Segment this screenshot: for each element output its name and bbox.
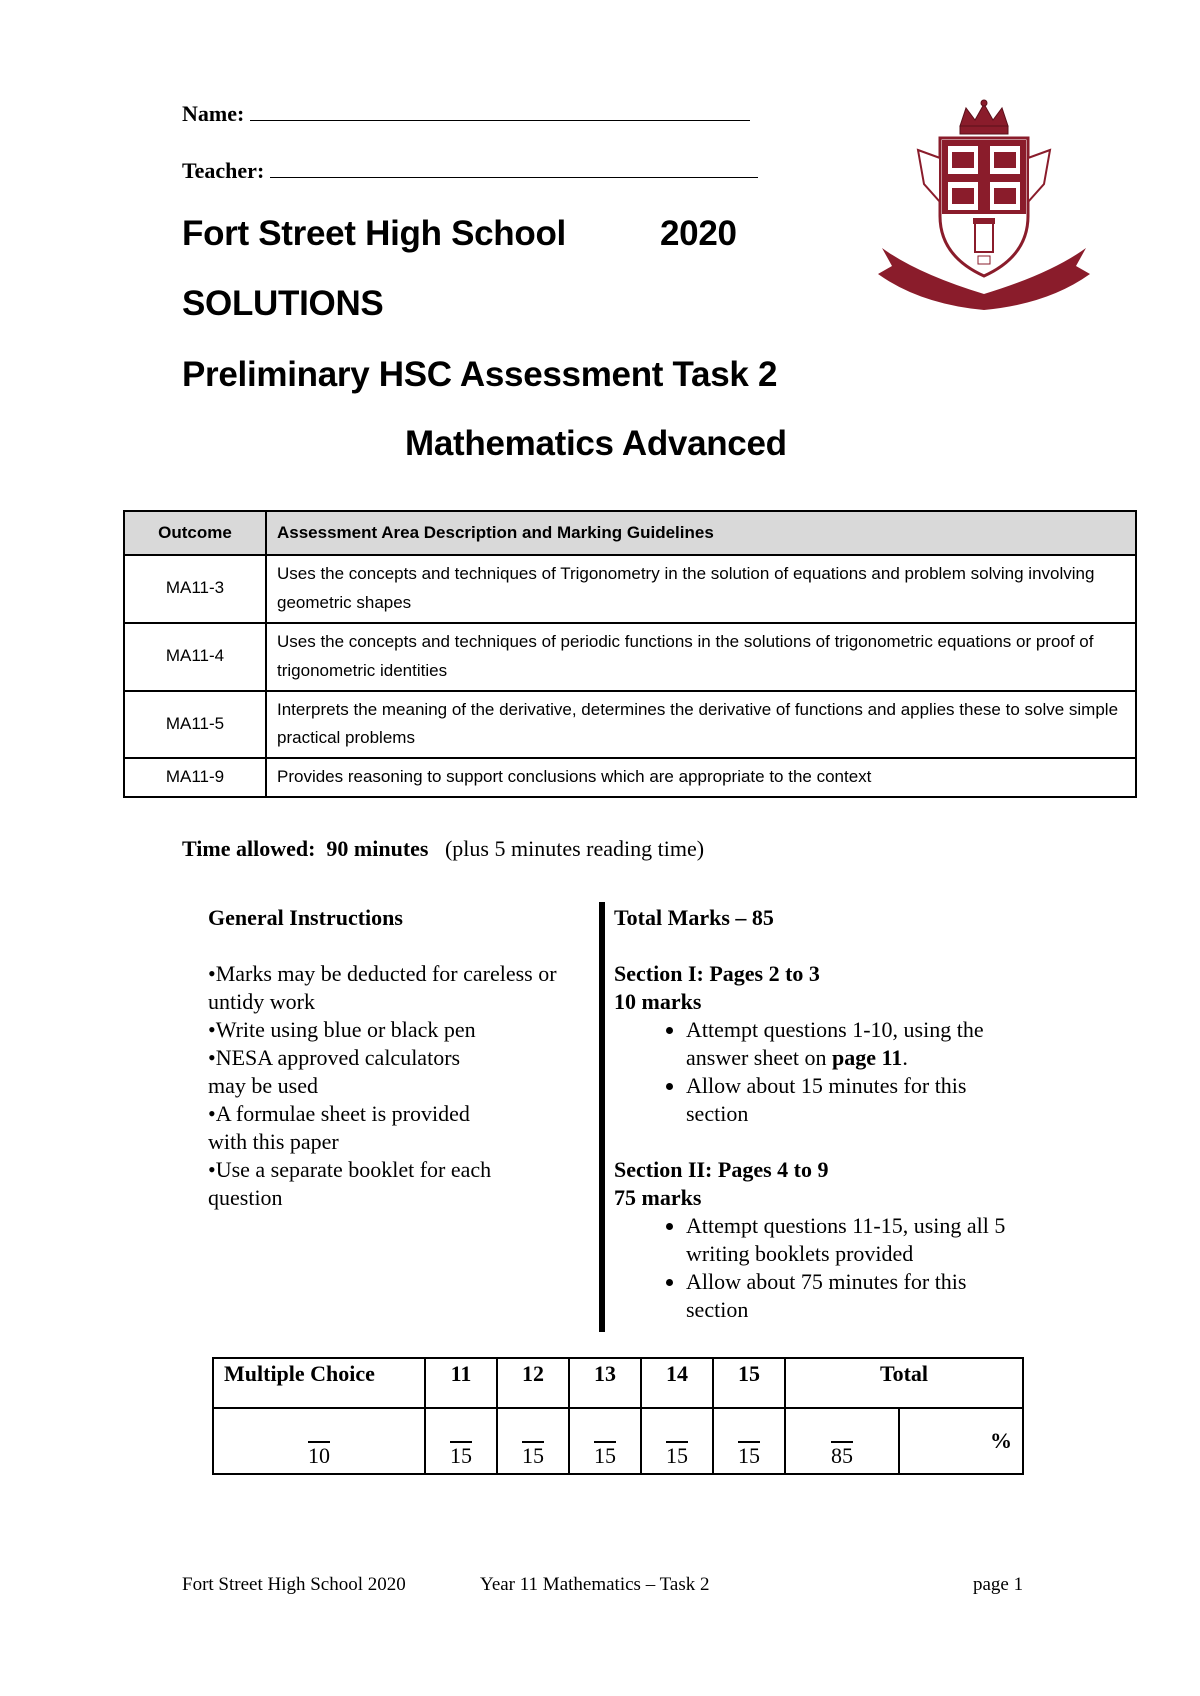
outcome-description: Uses the concepts and techniques of Trigonometry in the solution of equations and problem solving involving geometric shapes (266, 555, 1136, 623)
general-instructions (208, 904, 583, 1212)
section-1-marks: 10 marks (614, 989, 702, 1014)
marks-header-cell: Multiple Choice (213, 1358, 425, 1408)
section-2-list (614, 1212, 1024, 1324)
list-item: • Allow about 15 minutes for this section (686, 1072, 1024, 1128)
marks-cell (497, 1408, 569, 1474)
marks-out-of: 15 (738, 1443, 760, 1468)
time-allowed (182, 836, 704, 862)
instruction-item: •Write using blue or black pen (208, 1017, 476, 1042)
total-marks: Total Marks – 85 (614, 905, 774, 930)
footer-page-number: page 1 (973, 1574, 1024, 1595)
section-1-title: Section I: Pages 2 to 3 (614, 961, 820, 986)
outcome-code: MA11-5 (124, 691, 266, 759)
outcomes-table (123, 510, 1137, 798)
marks-cell (425, 1408, 497, 1474)
instructions-title: General Instructions (208, 905, 403, 930)
marks-table (212, 1357, 1024, 1475)
teacher-label: Teacher: (182, 158, 265, 183)
name-line (250, 100, 750, 121)
outcome-code: MA11-4 (124, 623, 266, 691)
marks-header-cell: 15 (713, 1358, 785, 1408)
subject-title: Mathematics Advanced (405, 424, 787, 463)
marks-cell (785, 1408, 899, 1474)
school-title: Fort Street High School (182, 214, 566, 253)
marks-header-row (213, 1358, 1023, 1408)
list-item: • Attempt questions 11-15, using all 5 writing booklets provided (686, 1212, 1024, 1268)
outcome-column-header: Outcome (124, 511, 266, 555)
outcome-code: MA11-3 (124, 555, 266, 623)
table-row (124, 691, 1136, 759)
table-row (124, 758, 1136, 797)
task-title: Preliminary HSC Assessment Task 2 (182, 355, 778, 394)
marks-cell (641, 1408, 713, 1474)
school-crest-logo (878, 98, 1090, 310)
section-2-marks: 75 marks (614, 1185, 702, 1210)
marks-out-of: 10 (308, 1443, 330, 1468)
outcome-description: Provides reasoning to support conclusions which are appropriate to the context (266, 758, 1136, 797)
marks-header-cell: 11 (425, 1358, 497, 1408)
name-label: Name: (182, 101, 245, 126)
outcome-description: Interprets the meaning of the derivative, determines the derivative of functions and applies these to solve simple practical problems (266, 691, 1136, 759)
section-1-item-text: Attempt questions 1-10, using the answer sheet on (686, 1017, 984, 1070)
marks-cell (713, 1408, 785, 1474)
marks-cell (569, 1408, 641, 1474)
instruction-item: •A formulae sheet is provided with this paper (208, 1101, 470, 1154)
marks-out-of: 15 (594, 1443, 616, 1468)
percent-cell: % (899, 1408, 1023, 1474)
teacher-field (182, 157, 758, 184)
outcome-description: Uses the concepts and techniques of periodic functions in the solutions of trigonometric equations or proof of trigonometric identities (266, 623, 1136, 691)
marks-score-row (213, 1408, 1023, 1474)
outcome-code: MA11-9 (124, 758, 266, 797)
marks-out-of: 15 (450, 1443, 472, 1468)
table-row (124, 623, 1136, 691)
footer-center: Year 11 Mathematics – Task 2 (480, 1574, 710, 1595)
list-item: • Allow about 75 minutes for this section (686, 1268, 1024, 1324)
teacher-line (270, 157, 758, 178)
section-2-title: Section II: Pages 4 to 9 (614, 1157, 829, 1182)
time-value: 90 minutes (326, 836, 429, 861)
year-title: 2020 (660, 214, 737, 253)
list-item (686, 1016, 1024, 1072)
marks-header-cell: 13 (569, 1358, 641, 1408)
time-note: (plus 5 minutes reading time) (444, 836, 705, 861)
table-row (124, 555, 1136, 623)
sections-info (614, 904, 1024, 1324)
outcomes-header-row (124, 511, 1136, 555)
time-label: Time allowed: (182, 836, 316, 861)
marks-out-of: 15 (666, 1443, 688, 1468)
instruction-item: •Marks may be deducted for careless or untidy work (208, 961, 557, 1014)
marks-header-cell: 14 (641, 1358, 713, 1408)
footer-left: Fort Street High School 2020 (182, 1574, 406, 1595)
name-field (182, 100, 750, 127)
solutions-title: SOLUTIONS (182, 284, 384, 323)
section-1-item-end: . (902, 1045, 908, 1070)
instruction-item: •Use a separate booklet for each question (208, 1157, 492, 1210)
marks-out-of: 85 (831, 1443, 853, 1468)
marks-cell (213, 1408, 425, 1474)
instruction-item: •NESA approved calculators may be used (208, 1045, 461, 1098)
description-column-header: Assessment Area Description and Marking Guidelines (266, 511, 1136, 555)
section-1-item-emphasis: page 11 (832, 1045, 903, 1070)
section-1-list (614, 1016, 1024, 1128)
marks-header-cell: Total (785, 1358, 1023, 1408)
marks-header-cell: 12 (497, 1358, 569, 1408)
column-divider (599, 902, 605, 1332)
marks-out-of: 15 (522, 1443, 544, 1468)
